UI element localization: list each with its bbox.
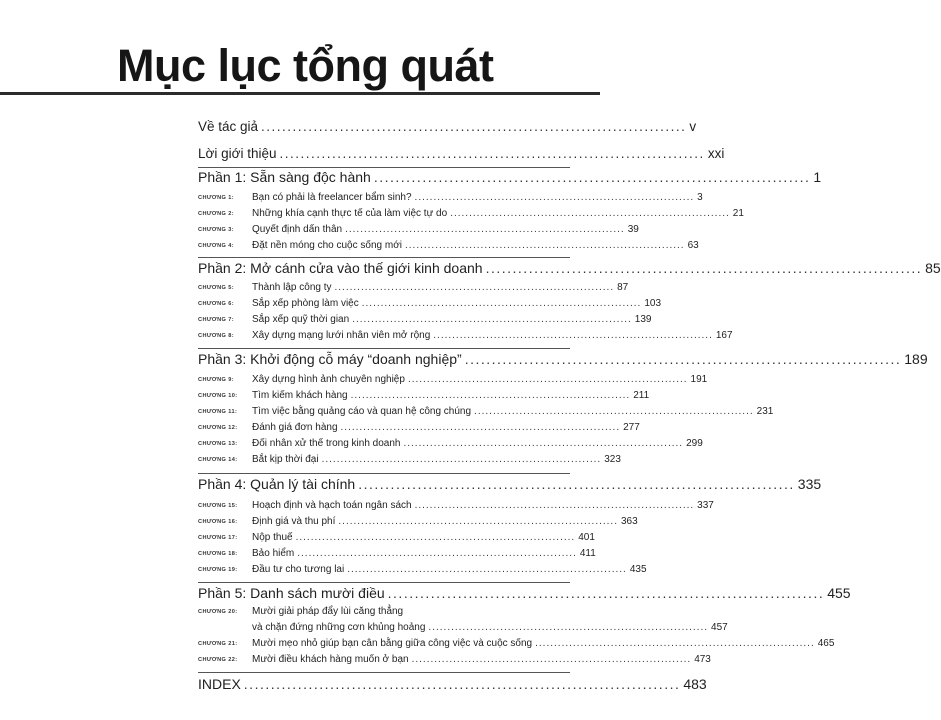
chapter-page: 473 [694, 654, 711, 665]
chapter-label: CHƯƠNG 15: [198, 503, 238, 509]
chapter-title: Bạn có phải là freelancer bẩm sinh? [252, 192, 412, 203]
chapter-title: Sắp xếp quỹ thời gian [252, 314, 350, 325]
chapter-label: CHƯƠNG 10: [198, 393, 238, 399]
toc-part-3[interactable] [198, 351, 928, 367]
divider [198, 473, 570, 474]
page-title: Mục lục tổng quát [117, 40, 494, 91]
chapter-label: CHƯƠNG 13: [198, 441, 238, 447]
toc-entry-introduction[interactable] [198, 146, 725, 161]
chapter-page: 3 [697, 192, 703, 203]
chapter-title: Thành lập công ty [252, 282, 332, 293]
entry-page: v [689, 119, 697, 134]
chapter-title: Đặt nền móng cho cuộc sống mới [252, 240, 402, 251]
chapter-page: 401 [578, 532, 595, 543]
chapter-label: CHƯƠNG 18: [198, 551, 238, 557]
chapter-page: 465 [817, 638, 835, 649]
chapter-page: 87 [617, 282, 629, 293]
chapter-label: CHƯƠNG 11: [198, 409, 238, 415]
chapter-page: 63 [687, 240, 699, 251]
chapter-title: Bảo hiểm [252, 548, 295, 559]
toc-part-4[interactable] [198, 476, 822, 492]
chapter-page: 457 [711, 622, 728, 633]
chapter-label: CHƯƠNG 6: [198, 301, 235, 307]
chapter-title: Quyết định dấn thân [252, 224, 343, 235]
entry-page: xxi [707, 146, 725, 161]
part-page: 85 [925, 260, 941, 276]
chapter-title: Mười mẹo nhỏ giúp bạn cân bằng giữa công việc và cuộc sống [252, 638, 533, 649]
chapter-label: CHƯƠNG 21: [198, 641, 238, 647]
divider [198, 582, 570, 583]
chapter-title: Đối nhân xử thế trong kinh doanh [252, 438, 401, 449]
leader-dots: ................................................................................. [464, 351, 902, 367]
leader-dots: ................................................................................. [358, 476, 795, 492]
chapter-title: Xây dựng hình ảnh chuyên nghiệp [252, 374, 405, 385]
chapter-label: CHƯƠNG 4: [198, 243, 235, 249]
chapter-label: CHƯƠNG 14: [198, 457, 238, 463]
toc-part-5[interactable] [198, 585, 851, 601]
chapter-title: Đánh giá đơn hàng [252, 422, 338, 433]
part-page: 455 [827, 585, 851, 601]
part-title: Phần 4: Quản lý tài chính [198, 476, 356, 492]
chapter-page: 39 [627, 224, 639, 235]
part-title: Phần 2: Mở cánh cửa vào thế giới kinh doanh [198, 260, 483, 276]
chapter-page: 21 [732, 208, 744, 219]
chapter-page: 139 [634, 314, 652, 325]
chapter-label: CHƯƠNG 12: [198, 425, 238, 431]
chapter-title: Tìm kiếm khách hàng [252, 390, 348, 401]
chapter-label: CHƯƠNG 7: [198, 317, 235, 323]
chapter-page: 191 [690, 374, 708, 385]
toc-part-2[interactable] [198, 260, 941, 276]
leader-dots: ................................................................................. [373, 169, 811, 185]
chapter-page: 363 [621, 516, 638, 527]
chapter-page: 277 [623, 422, 640, 433]
chapter-label: CHƯƠNG 9: [198, 377, 235, 383]
chapter-label: CHƯƠNG 1: [198, 195, 235, 201]
chapter-title: Tìm việc bằng quảng cáo và quan hệ công chúng [252, 406, 472, 417]
chapter-title: Mười giải pháp đẩy lùi căng thẳng [252, 606, 404, 617]
chapter-title: Những khía cạnh thực tế của làm việc tự do [252, 208, 448, 219]
toc-part-1[interactable] [198, 169, 822, 185]
part-title: Phần 3: Khởi động cỗ máy “doanh nghiệp” [198, 351, 462, 367]
chapter-title-line2: và chặn đứng những cơn khủng hoảng [252, 622, 426, 633]
chapter-title: Định giá và thu phí [252, 516, 336, 527]
chapter-label: CHƯƠNG 19: [198, 567, 238, 573]
chapter-page: 167 [715, 330, 733, 341]
part-title: Phần 1: Sẵn sàng độc hành [198, 169, 371, 185]
chapter-label: CHƯƠNG 3: [198, 227, 235, 233]
chapter-page: 103 [644, 298, 662, 309]
chapter-page: 411 [579, 548, 596, 559]
part-page: 1 [813, 169, 822, 185]
chapter-title: Nộp thuế [252, 532, 293, 543]
divider [198, 167, 570, 168]
part-page: 189 [904, 351, 928, 367]
leader-dots: ................................................................................. [261, 119, 687, 134]
divider [198, 257, 570, 258]
chapter-title: Bắt kịp thời đại [252, 454, 319, 465]
chapter-page: 337 [697, 500, 714, 511]
part-title: Phần 5: Danh sách mười điều [198, 585, 385, 601]
part-page: 335 [797, 476, 822, 492]
leader-dots: ................................................................................. [243, 676, 681, 692]
entry-page: 483 [683, 676, 707, 692]
chapter-label: CHƯƠNG 20: [198, 609, 238, 615]
toc-page: Mục lục tổng quát Về tác giả ................................................................................. v Lời giới thiệu ................................................................................. xxi Phần 1: Sẵn sàng độc hành ................................................................................. 1 CHƯƠNG 1: Bạn có phải là freelancer bẩm sinh? .......................................................................... 3 CHƯƠNG 2: Những khía cạnh thực tế của làm việc tự do .......................................................................... 21 CHƯƠNG 3: Quyết định dấn thân .......................................................................... 39 CHƯƠNG 4: Đặt nền móng cho cuộc sống mới .......................................................................... 63 Phần 2: Mở cánh cửa vào thế giới kinh doanh ................................................................................. 85 CHƯƠNG 5: Thành lập công ty .......................................................................... 87 CHƯƠNG 6: Sắp xếp phòng làm việc .......................................................................... 103 CHƯƠNG 7: Sắp xếp quỹ thời gian .......................................................................... 139 CHƯƠNG 8: Xây dựng mạng lưới nhân viên mở rộng .......................................................................... 167 Phần 3: Khởi động cỗ máy “doanh nghiệp” ................................................................................. 189 CHƯƠNG 9: Xây dựng hình ảnh chuyên nghiệp .......................................................................... 191 CHƯƠNG 10: Tìm kiếm khách hàng .......................................................................... 211 CHƯƠNG 11: Tìm việc bằng quảng cáo và quan hệ công chúng .......................................................................... 231 CHƯƠNG 12: Đánh giá đơn hàng .......................................................................... 277 CHƯƠNG 13: Đối nhân xử thế trong kinh doanh .......................................................................... 299 CHƯƠNG 14: Bắt kịp thời đại .......................................................................... 323 Phần 4: Quản lý tài chính ................................................................................. 335 CHƯƠNG 15: Hoạch định và hạch toán ngân sách .......................................................................... 337 CHƯƠNG 16: Định giá và thu phí .......................................................................... 363 CHƯƠNG 17: Nộp thuế .......................................................................... 401 CHƯƠNG 18: Bảo hiểm .......................................................................... 411 CHƯƠNG 19: Đầu tư cho tương lai .......................................................................... 435 Phần 5: Danh sách mười điều ................................................................................. 455 CHƯƠNG 20: Mười giải pháp đẩy lùi căng thẳng và chặn đứng những cơn khủng hoảng .......................................................................... 457 CHƯƠNG 21: Mười mẹo nhỏ giúp bạn cân bằng giữa công việc và cuộc sống .......................................................................... 465 CHƯƠNG 22: Mười điều khách hàng muốn ở bạn .......................................................................... 473 INDEX ................................................................................. 483 [0, 0, 720, 720]
leader-dots: ................................................................................. [485, 260, 923, 276]
chapter-label: CHƯƠNG 2: [198, 211, 235, 217]
entry-title: Về tác giả [198, 119, 259, 134]
chapter-label: CHƯƠNG 17: [198, 535, 238, 541]
chapter-label: CHƯƠNG 16: [198, 519, 238, 525]
chapter-title: Xây dựng mạng lưới nhân viên mở rộng [252, 330, 431, 341]
chapter-title: Đầu tư cho tương lai [252, 564, 345, 575]
chapter-title: Mười điều khách hàng muốn ở bạn [252, 654, 409, 665]
chapter-page: 435 [629, 564, 647, 575]
chapter-page: 211 [633, 390, 650, 401]
chapter-label: CHƯƠNG 8: [198, 333, 235, 339]
toc-entry-about-author[interactable] [198, 119, 697, 134]
toc-entry-index[interactable] [198, 676, 707, 692]
divider [198, 672, 570, 673]
chapter-label: CHƯƠNG 5: [198, 285, 235, 291]
chapter-title: Sắp xếp phòng làm việc [252, 298, 359, 309]
leader-dots: ................................................................................. [279, 146, 705, 161]
leader-dots: ................................................................................. [387, 585, 825, 601]
divider [198, 348, 570, 349]
chapter-title: Hoạch định và hạch toán ngân sách [252, 500, 412, 511]
chapter-page: 323 [604, 454, 621, 465]
chapter-page: 299 [686, 438, 703, 449]
entry-title: INDEX [198, 676, 241, 692]
chapter-label: CHƯƠNG 22: [198, 657, 238, 663]
entry-title: Lời giới thiệu [198, 146, 277, 161]
chapter-page: 231 [756, 406, 774, 417]
